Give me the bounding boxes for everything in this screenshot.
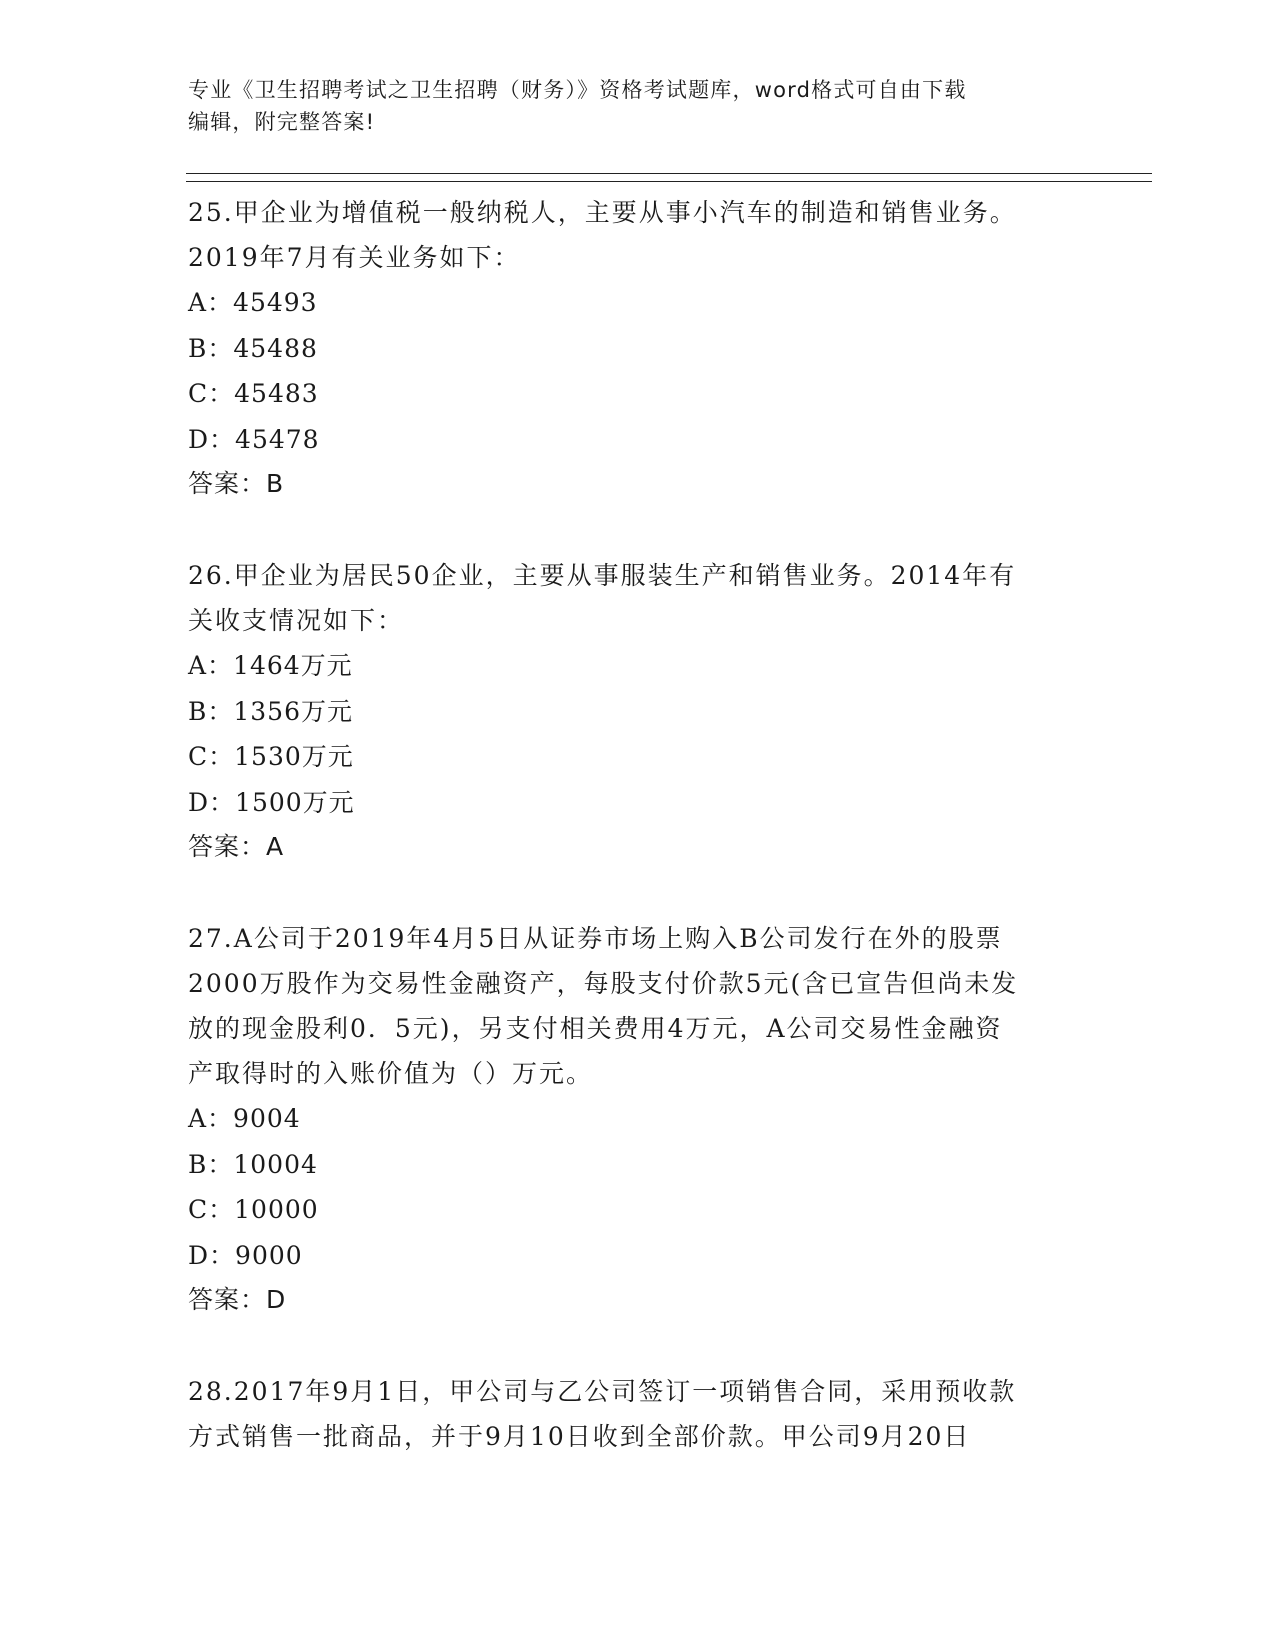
option-b: B：1356万元 (188, 696, 353, 726)
question-text-line: 26.甲企业为居民50企业，主要从事服装生产和销售业务。2014年有 (188, 561, 1017, 590)
question-text-line: 方式销售一批商品，并于9月10日收到全部价款。甲公司9月20日 (188, 1422, 971, 1451)
question-text-line: 28.2017年9月1日，甲公司与乙公司签订一项销售合同，采用预收款 (188, 1377, 1017, 1406)
question-27 (188, 916, 1088, 1322)
header-divider-bottom (186, 181, 1152, 182)
question-text-line: 25.甲企业为增值税一般纳税人，主要从事小汽车的制造和销售业务。 (188, 198, 1017, 227)
option-d: D：1500万元 (188, 787, 355, 817)
question-text-line: 放的现金股利0．5元)，另支付相关费用4万元，A公司交易性金融资 (188, 1014, 1003, 1043)
document-header (188, 74, 1068, 138)
question-text-line: 2019年7月有关业务如下： (188, 243, 521, 272)
option-d: D：45478 (188, 424, 320, 454)
option-c: C：10000 (188, 1195, 319, 1224)
option-c: C：45483 (188, 379, 319, 408)
option-a: A：9004 (188, 1104, 301, 1133)
answer-label: 答案：A (188, 832, 285, 861)
answer-label: 答案：B (188, 469, 285, 498)
question-28 (188, 1369, 1088, 1459)
question-text-line: 2000万股作为交易性金融资产，每股支付价款5元(含已宣告但尚未发 (188, 969, 1019, 998)
question-list (188, 190, 1088, 1506)
header-divider-top (186, 173, 1152, 174)
option-b: B：10004 (188, 1149, 318, 1179)
question-text-line: 产取得时的入账价值为（）万元。 (188, 1059, 594, 1088)
question-text-line: 27.A公司于2019年4月5日从证券市场上购入B公司发行在外的股票 (188, 924, 1003, 953)
option-a: A：1464万元 (188, 651, 353, 680)
option-d: D：9000 (188, 1240, 303, 1270)
question-25 (188, 190, 1088, 506)
option-c: C：1530万元 (188, 742, 354, 771)
option-b: B：45488 (188, 333, 318, 363)
option-a: A：45493 (188, 288, 318, 317)
question-26 (188, 553, 1088, 869)
header-line-2: 编辑，附完整答案! (188, 110, 376, 134)
header-line-1: 专业《卫生招聘考试之卫生招聘（财务）》资格考试题库，word格式可自由下载 (188, 78, 967, 102)
answer-label: 答案：D (188, 1285, 287, 1314)
question-text-line: 关收支情况如下： (188, 606, 405, 635)
